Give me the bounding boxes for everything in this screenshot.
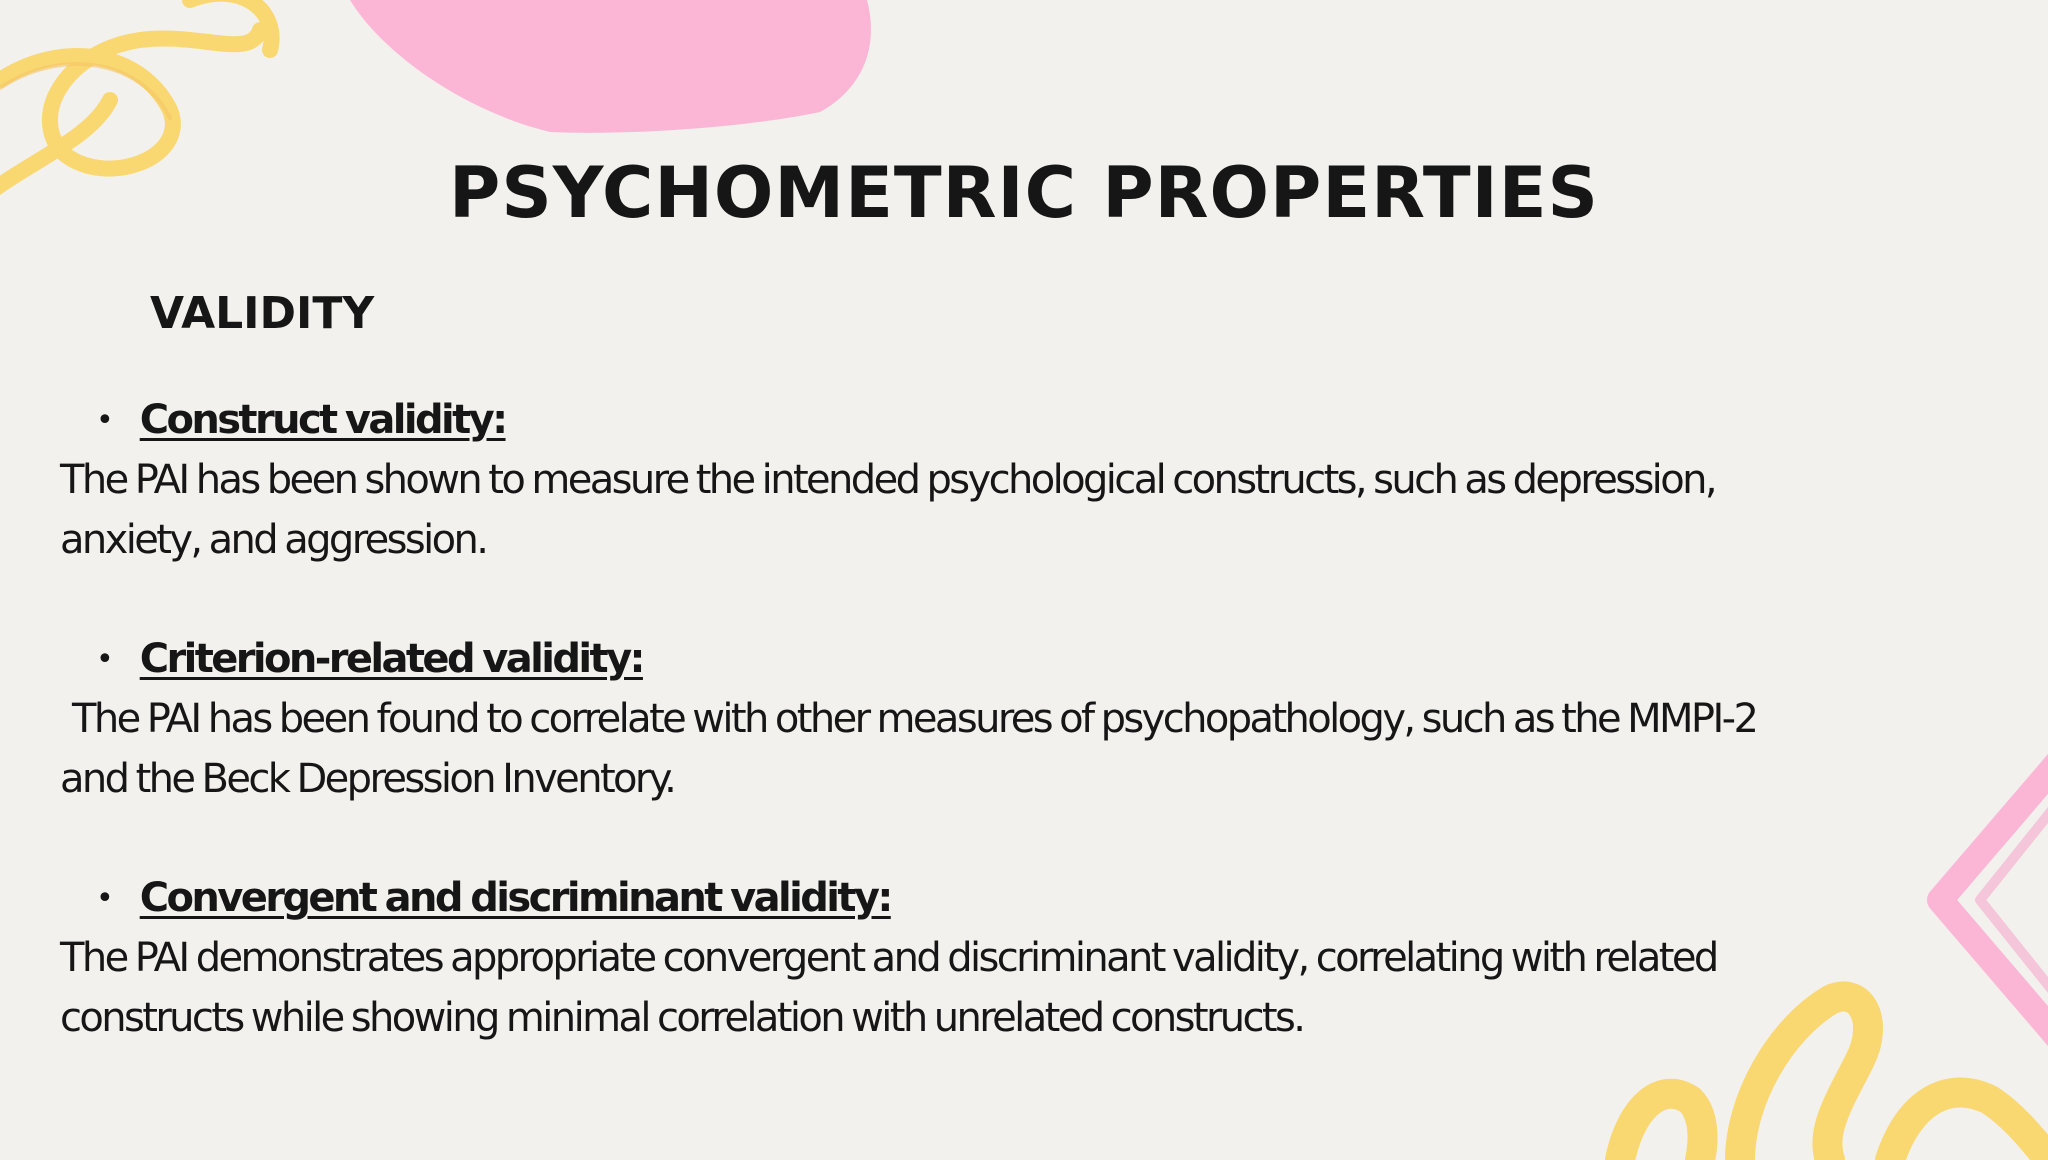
validity-item-criterion — [60, 629, 1820, 809]
item-heading-row — [60, 390, 1820, 450]
validity-item-convergent — [60, 868, 1820, 1048]
item-description: The PAI demonstrates appropriate convergent and discriminant validity, correlating with related constructs while showing minimal correlation with unrelated constructs. — [60, 935, 1717, 1041]
bullet-icon: • — [96, 641, 114, 677]
pink-blob-decoration — [340, 0, 900, 150]
slide-title: PSYCHOMETRIC PROPERTIES — [449, 152, 1599, 234]
section-subtitle: VALIDITY — [150, 288, 375, 339]
item-description: The PAI has been shown to measure the intended psychological constructs, such as depression, anxiety, and aggression. — [60, 457, 1715, 563]
item-heading: Criterion-related validity: — [139, 636, 643, 682]
bullet-icon: • — [96, 880, 114, 916]
validity-item-construct — [60, 390, 1820, 570]
item-heading-row — [60, 868, 1820, 928]
pink-diamond-decoration — [1920, 740, 2048, 1060]
item-heading: Construct validity: — [139, 397, 506, 443]
validity-list — [60, 390, 1820, 1107]
item-heading-row — [60, 629, 1820, 689]
bullet-icon: • — [96, 402, 114, 438]
item-heading: Convergent and discriminant validity: — [139, 875, 891, 921]
item-description: The PAI has been found to correlate with other measures of psychopathology, such as the MMPI-2 and the Beck Depression Inventory. — [60, 696, 1757, 802]
